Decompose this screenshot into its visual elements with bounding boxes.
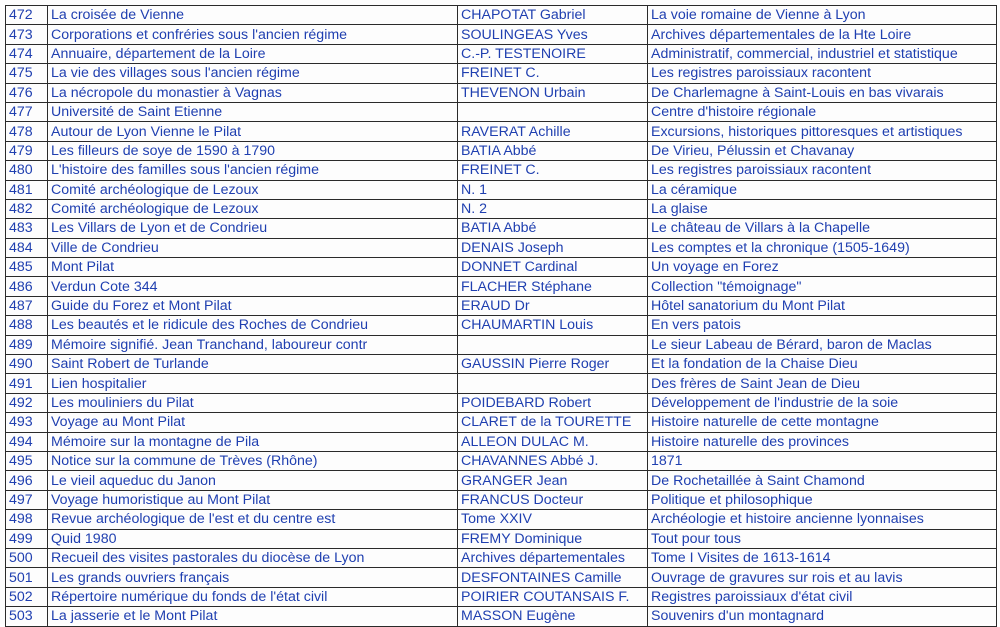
entry-author: GAUSSIN Pierre Roger <box>458 355 648 374</box>
entry-subject: Les registres paroissiaux racontent <box>648 64 997 83</box>
table-row <box>6 141 997 160</box>
entry-author: DONNET Cardinal <box>458 258 648 277</box>
entry-title: Guide du Forez et Mont Pilat <box>48 296 458 315</box>
entry-number: 500 <box>6 548 48 567</box>
entry-subject: Des frères de Saint Jean de Dieu <box>648 374 997 393</box>
entry-number: 492 <box>6 393 48 412</box>
entry-number: 478 <box>6 122 48 141</box>
entry-subject: Tome I Visites de 1613-1614 <box>648 548 997 567</box>
table-row <box>6 490 997 509</box>
entry-title: Comité archéologique de Lezoux <box>48 199 458 218</box>
entry-author: POIRIER COUTANSAIS F. <box>458 587 648 606</box>
entry-subject: Politique et philosophique <box>648 490 997 509</box>
entry-title: Comité archéologique de Lezoux <box>48 180 458 199</box>
entry-title: Mont Pilat <box>48 258 458 277</box>
entry-title: Les Villars de Lyon et de Condrieu <box>48 219 458 238</box>
table-row <box>6 529 997 548</box>
entry-author: DESFONTAINES Camille <box>458 568 648 587</box>
entry-number: 473 <box>6 25 48 44</box>
entry-number: 497 <box>6 490 48 509</box>
entry-title: La croisée de Vienne <box>48 6 458 25</box>
table-row <box>6 471 997 490</box>
table-row <box>6 432 997 451</box>
entry-subject: Le château de Villars à la Chapelle <box>648 219 997 238</box>
entry-subject: Ouvrage de gravures sur rois et au lavis <box>648 568 997 587</box>
entry-author: Archives départementales <box>458 548 648 567</box>
entry-number: 477 <box>6 102 48 121</box>
table-row <box>6 238 997 257</box>
table-row <box>6 64 997 83</box>
entry-subject: La voie romaine de Vienne à Lyon <box>648 6 997 25</box>
entry-subject: La glaise <box>648 199 997 218</box>
entry-title: Recueil des visites pastorales du diocèse de Lyon <box>48 548 458 567</box>
entry-author: POIDEBARD Robert <box>458 393 648 412</box>
entry-subject: En vers patois <box>648 316 997 335</box>
entry-number: 498 <box>6 510 48 529</box>
entry-author: CHAPOTAT Gabriel <box>458 6 648 25</box>
entry-author <box>458 374 648 393</box>
entry-subject: Et la fondation de la Chaise Dieu <box>648 355 997 374</box>
table-row <box>6 277 997 296</box>
table-row <box>6 258 997 277</box>
entry-author: Tome XXIV <box>458 510 648 529</box>
entry-title: Ville de Condrieu <box>48 238 458 257</box>
table-row <box>6 296 997 315</box>
entry-number: 474 <box>6 44 48 63</box>
entry-subject: Tout pour tous <box>648 529 997 548</box>
entry-subject: Le sieur Labeau de Bérard, baron de Maclas <box>648 335 997 354</box>
entry-author: CHAUMARTIN Louis <box>458 316 648 335</box>
table-row <box>6 510 997 529</box>
entry-title: Notice sur la commune de Trèves (Rhône) <box>48 451 458 470</box>
entry-subject: 1871 <box>648 451 997 470</box>
table-row <box>6 607 997 626</box>
entry-author <box>458 102 648 121</box>
catalog-rows <box>6 6 997 627</box>
table-row <box>6 25 997 44</box>
entry-title: Saint Robert de Turlande <box>48 355 458 374</box>
entry-title: Corporations et confréries sous l'ancien régime <box>48 25 458 44</box>
entry-title: Annuaire, département de la Loire <box>48 44 458 63</box>
entry-number: 493 <box>6 413 48 432</box>
entry-author: MASSON Eugène <box>458 607 648 626</box>
entry-subject: Administratif, commercial, industriel et statistique <box>648 44 997 63</box>
entry-subject: La céramique <box>648 180 997 199</box>
entry-author: ALLEON DULAC M. <box>458 432 648 451</box>
table-row <box>6 219 997 238</box>
entry-subject: Centre d'histoire régionale <box>648 102 997 121</box>
entry-author: FLACHER Stéphane <box>458 277 648 296</box>
entry-title: Mémoire sur la montagne de Pila <box>48 432 458 451</box>
entry-author: BATIA Abbé <box>458 141 648 160</box>
entry-subject: De Virieu, Pélussin et Chavanay <box>648 141 997 160</box>
entry-number: 490 <box>6 355 48 374</box>
entry-title: La jasserie et le Mont Pilat <box>48 607 458 626</box>
entry-author: GRANGER Jean <box>458 471 648 490</box>
entry-number: 488 <box>6 316 48 335</box>
table-row <box>6 316 997 335</box>
entry-title: Les grands ouvriers français <box>48 568 458 587</box>
entry-number: 482 <box>6 199 48 218</box>
entry-author: FRANCUS Docteur <box>458 490 648 509</box>
entry-title: Mémoire signifié. Jean Tranchand, laboureur contr <box>48 335 458 354</box>
entry-number: 472 <box>6 6 48 25</box>
entry-number: 502 <box>6 587 48 606</box>
entry-number: 483 <box>6 219 48 238</box>
table-row <box>6 393 997 412</box>
entry-author: ERAUD Dr <box>458 296 648 315</box>
table-row <box>6 44 997 63</box>
entry-author: N. 2 <box>458 199 648 218</box>
entry-number: 503 <box>6 607 48 626</box>
entry-subject: Archéologie et histoire ancienne lyonnaises <box>648 510 997 529</box>
entry-title: La vie des villages sous l'ancien régime <box>48 64 458 83</box>
entry-author: CLARET de la TOURETTE <box>458 413 648 432</box>
entry-author: THEVENON Urbain <box>458 83 648 102</box>
entry-number: 489 <box>6 335 48 354</box>
entry-number: 484 <box>6 238 48 257</box>
table-row <box>6 548 997 567</box>
catalog-table <box>5 5 997 627</box>
entry-number: 475 <box>6 64 48 83</box>
entry-author: BATIA Abbé <box>458 219 648 238</box>
entry-author: FREINET C. <box>458 161 648 180</box>
entry-number: 485 <box>6 258 48 277</box>
entry-title: Voyage humoristique au Mont Pilat <box>48 490 458 509</box>
entry-title: Université de Saint Etienne <box>48 102 458 121</box>
table-row <box>6 587 997 606</box>
table-row <box>6 413 997 432</box>
entry-author: FREMY Dominique <box>458 529 648 548</box>
table-row <box>6 568 997 587</box>
entry-title: L'histoire des familles sous l'ancien régime <box>48 161 458 180</box>
entry-subject: Excursions, historiques pittoresques et artistiques <box>648 122 997 141</box>
entry-subject: De Rochetaillée à Saint Chamond <box>648 471 997 490</box>
entry-subject: Un voyage en Forez <box>648 258 997 277</box>
entry-number: 486 <box>6 277 48 296</box>
entry-subject: Collection "témoignage" <box>648 277 997 296</box>
entry-subject: Registres paroissiaux d'état civil <box>648 587 997 606</box>
table-row <box>6 199 997 218</box>
table-row <box>6 335 997 354</box>
entry-title: Quid 1980 <box>48 529 458 548</box>
table-row <box>6 83 997 102</box>
entry-number: 481 <box>6 180 48 199</box>
entry-title: Répertoire numérique du fonds de l'état civil <box>48 587 458 606</box>
entry-subject: Les comptes et la chronique (1505-1649) <box>648 238 997 257</box>
entry-title: Autour de Lyon Vienne le Pilat <box>48 122 458 141</box>
entry-subject: Souvenirs d'un montagnard <box>648 607 997 626</box>
entry-author: DENAIS Joseph <box>458 238 648 257</box>
entry-author: RAVERAT Achille <box>458 122 648 141</box>
entry-author: SOULINGEAS Yves <box>458 25 648 44</box>
entry-author <box>458 335 648 354</box>
entry-title: La nécropole du monastier à Vagnas <box>48 83 458 102</box>
entry-title: Voyage au Mont Pilat <box>48 413 458 432</box>
entry-subject: Histoire naturelle des provinces <box>648 432 997 451</box>
entry-number: 496 <box>6 471 48 490</box>
entry-subject: Les registres paroissiaux racontent <box>648 161 997 180</box>
entry-author: CHAVANNES Abbé J. <box>458 451 648 470</box>
entry-number: 487 <box>6 296 48 315</box>
entry-subject: De Charlemagne à Saint-Louis en bas vivarais <box>648 83 997 102</box>
entry-number: 491 <box>6 374 48 393</box>
entry-subject: Développement de l'industrie de la soie <box>648 393 997 412</box>
table-row <box>6 355 997 374</box>
entry-author: FREINET C. <box>458 64 648 83</box>
entry-title: Les filleurs de soye de 1590 à 1790 <box>48 141 458 160</box>
entry-number: 479 <box>6 141 48 160</box>
entry-number: 476 <box>6 83 48 102</box>
entry-title: Revue archéologique de l'est et du centre est <box>48 510 458 529</box>
table-row <box>6 374 997 393</box>
table-row <box>6 122 997 141</box>
entry-number: 495 <box>6 451 48 470</box>
table-row <box>6 102 997 121</box>
entry-number: 501 <box>6 568 48 587</box>
entry-title: Les mouliniers du Pilat <box>48 393 458 412</box>
entry-title: Les beautés et le ridicule des Roches de Condrieu <box>48 316 458 335</box>
table-row <box>6 6 997 25</box>
entry-title: Le vieil aqueduc du Janon <box>48 471 458 490</box>
entry-subject: Archives départementales de la Hte Loire <box>648 25 997 44</box>
entry-subject: Hôtel sanatorium du Mont Pilat <box>648 296 997 315</box>
entry-author: N. 1 <box>458 180 648 199</box>
entry-title: Verdun Cote 344 <box>48 277 458 296</box>
table-row <box>6 161 997 180</box>
entry-title: Lien hospitalier <box>48 374 458 393</box>
entry-number: 480 <box>6 161 48 180</box>
table-row <box>6 451 997 470</box>
table-row <box>6 180 997 199</box>
entry-subject: Histoire naturelle de cette montagne <box>648 413 997 432</box>
entry-number: 494 <box>6 432 48 451</box>
entry-number: 499 <box>6 529 48 548</box>
entry-author: C.-P. TESTENOIRE <box>458 44 648 63</box>
